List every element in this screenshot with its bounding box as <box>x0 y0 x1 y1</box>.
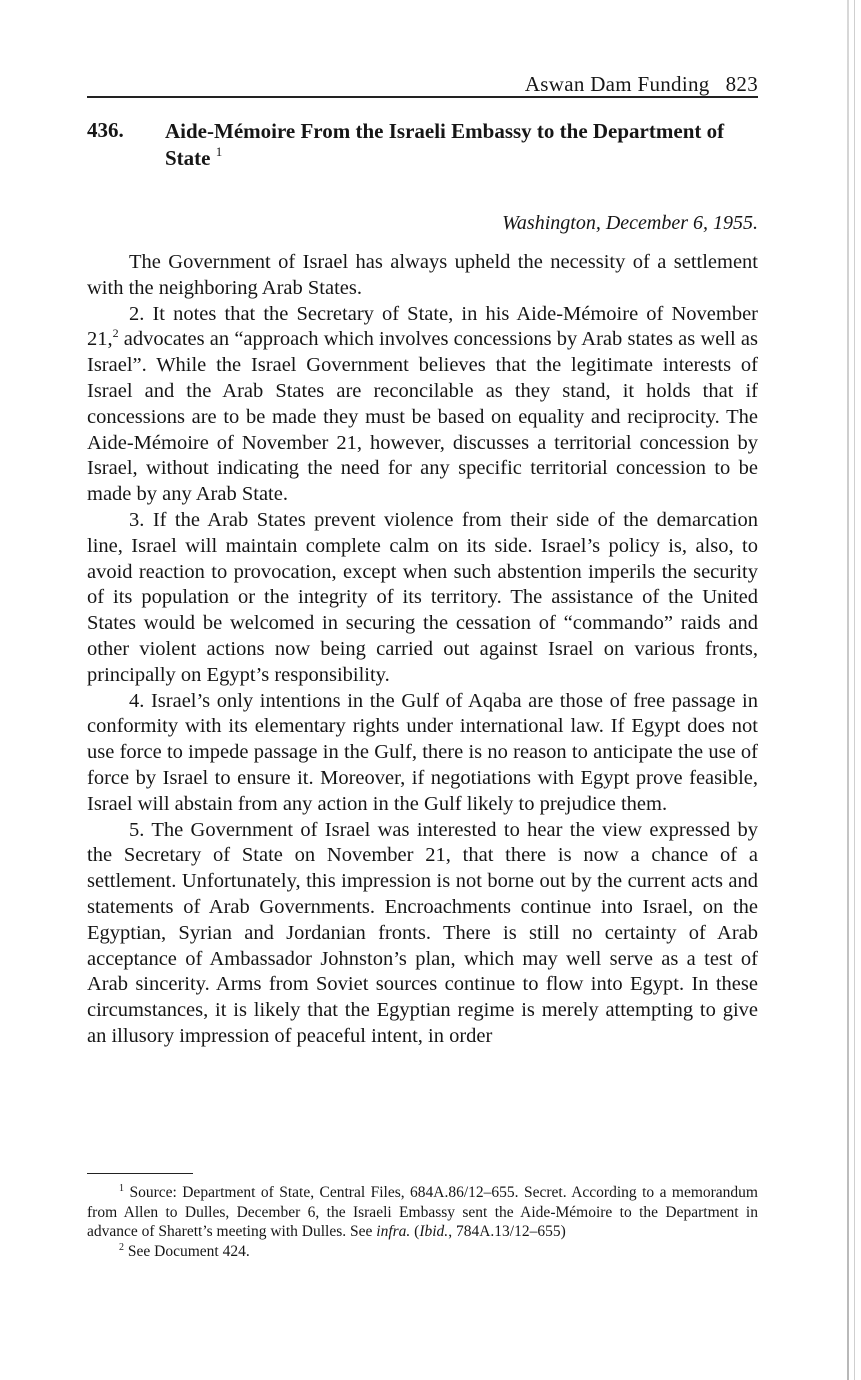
document-number: 436. <box>87 118 124 142</box>
footnotes <box>87 1183 758 1261</box>
footnote-1-infra: infra. <box>376 1223 411 1240</box>
footnote-1-citation: , 784A.13/12–655) <box>448 1223 566 1240</box>
footnote-2-text: See Document 424. <box>124 1242 250 1260</box>
page-edge-line <box>854 0 855 1380</box>
body-text <box>87 250 758 1050</box>
header-rule <box>87 96 758 98</box>
running-title: Aswan Dam Funding <box>524 72 710 96</box>
paragraph-2 <box>87 302 758 508</box>
footnote-1-ibid: Ibid. <box>419 1223 449 1240</box>
paragraph-4: 4. Israel’s only intentions in the Gulf of Aqaba are those of free passage in conformity with its elementary rights under international law. If Egypt does not use force to impede passage in the Gulf, there is no reason to anticipate the use of force by Israel to ensure it. Moreover, if negotiations with Egypt prove feasible, Israel will abstain from any action in the Gulf likely to prejudice them. <box>87 689 758 815</box>
paragraph-1: The Government of Israel has always upheld the necessity of a settlement with the neighboring Arab States. <box>87 251 758 299</box>
footnote-1-paren: ( <box>410 1223 420 1240</box>
dateline: Washington, December 6, 1955. <box>502 212 758 234</box>
footnote-2 <box>87 1242 758 1262</box>
page-number: 823 <box>725 72 758 96</box>
footnote-1 <box>87 1183 758 1242</box>
paragraph-2-part-a: 2. It notes that the Secretary of State, in his Aide-Mémoire of November 21, <box>87 302 758 351</box>
footnote-1-text: Source: Department of State, Central Files, 684A.86/12–655. Secret. According to a memorandum from Allen to Dulles, December 6, the Israeli Embassy sent the Aide-Mémoire to the Department in advance of Sharett’s meeting with Dulles. See <box>87 1184 758 1240</box>
page-edge-shadow <box>847 0 849 1380</box>
document-title <box>165 118 725 172</box>
paragraph-2-part-b: advocates an “approach which involves concessions by Arab states as well as Israel”. While the Israel Government believes that the legitimate interests of Israel and the Arab States are reconcilable as they stand, it holds that if concessions are to be made they must be based on equality and reciprocity. The Aide-Mémoire of November 21, however, discusses a territorial concession by Israel, without indicating the need for any specific territorial concession to be made by any Arab State. <box>87 328 758 506</box>
document-title-text: Aide-Mémoire From the Israeli Embassy to the Department of State <box>165 119 725 170</box>
footnote-ref-1[interactable]: 1 <box>215 144 223 159</box>
running-head <box>87 72 758 97</box>
paragraph-3: 3. If the Arab States prevent violence from their side of the demarcation line, Israel will maintain complete calm on its side. Israel’s policy is, also, to avoid reaction to provocation, except when such abstention imperils the security of its population or the integrity of its territory. The assistance of the United States would be welcomed in securing the cessation of “commando” raids and other violent actions now being carried out against Israel on various fronts, principally on Egypt’s responsibility. <box>87 508 758 686</box>
footnote-rule <box>87 1173 193 1174</box>
paragraph-5: 5. The Government of Israel was interested to hear the view expressed by the Secretary of State on November 21, that there is now a chance of a settlement. Unfortunately, this impression is not borne out by the current acts and statements of Arab Governments. Encroachments continue into Israel, on the Egyptian, Syrian and Jordanian fronts. There is still no certainty of Arab acceptance of Ambassador Johnston’s plan, which may well serve as a test of Arab sincerity. Arms from Soviet sources continue to flow into Egypt. In these circumstances, it is likely that the Egyptian regime is merely attempting to give an illusory impression of peaceful intent, in order <box>87 818 758 1047</box>
footnote-2-number: 2 <box>119 1241 124 1253</box>
footnote-1-number: 1 <box>119 1183 124 1194</box>
footnote-ref-2[interactable]: 2 <box>112 326 119 341</box>
